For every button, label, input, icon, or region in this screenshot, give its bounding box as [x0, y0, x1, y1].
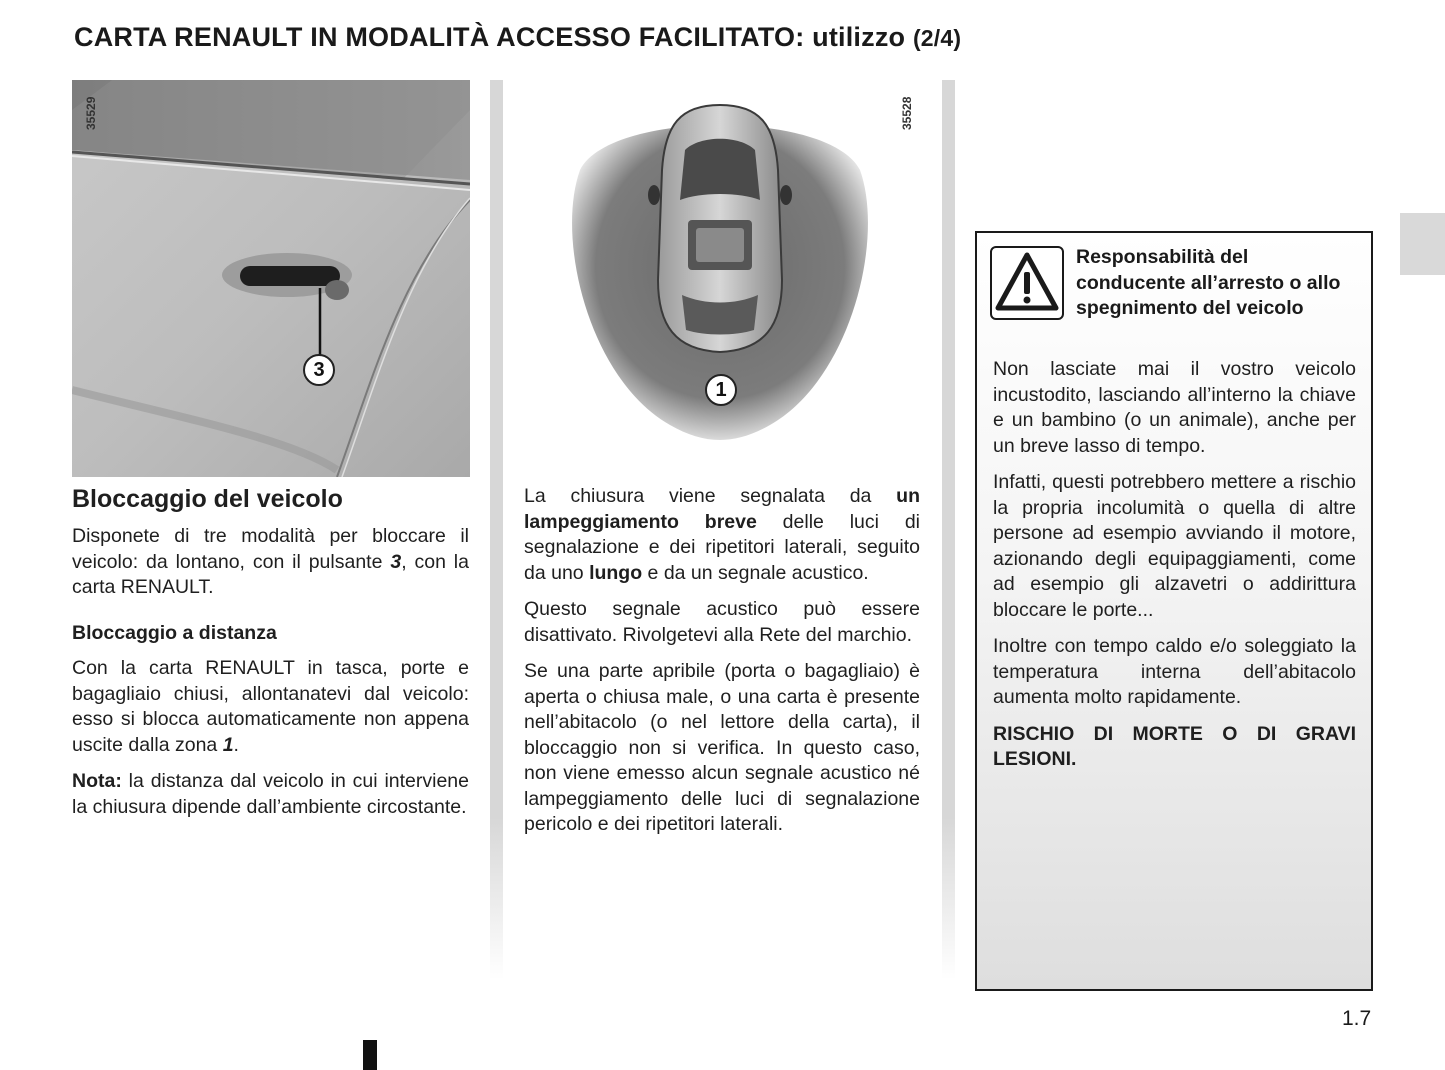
- figure-id-zone: 35528: [900, 96, 914, 130]
- column-separator-left: [490, 80, 503, 980]
- detection-zone-illustration: [520, 80, 920, 477]
- door-handle-illustration: [72, 80, 470, 477]
- remote-text: Con la carta RENAULT in tasca, porte e bagagliaio chiusi, allontanatevi dal veicolo: esso si blocca automaticamente non appena uscite dalla zona: [72, 657, 469, 756]
- column-2-text: [524, 484, 920, 849]
- note-text: la distanza dal veicolo in cui interviene la chiusura dipende dall’ambiente circostante.: [72, 770, 469, 818]
- signal-text-a: La chiusura viene segnalata da: [524, 485, 897, 507]
- section-heading: Bloccaggio del veicolo: [72, 485, 343, 513]
- column-1-text: [72, 484, 469, 831]
- warning-paragraph-4: RISCHIO DI MORTE O DI GRAVI LESIONI.: [993, 722, 1356, 770]
- detection-zone-figure: [520, 80, 920, 477]
- warning-paragraph-2: Infatti, questi potrebbero mettere a rischio la propria incolumità o quella di altre persone ad esempio avviando il motore, azionando degli equipaggiamenti, come ad esempio gli alzavetri o addirittura bloccare le porte...: [993, 471, 1356, 621]
- warning-paragraph-3: Inoltre con tempo caldo e/o soleggiato la temperatura interna dell’abitacolo aumenta molto rapidamente.: [993, 635, 1356, 708]
- signal-text-c: delle luci di segnalazione e dei ripetitori laterali, seguito da uno: [524, 510, 920, 584]
- callout-3: 3: [303, 354, 335, 386]
- warning-triangle-icon: [990, 246, 1064, 320]
- note-paragraph: [72, 769, 469, 820]
- open-part-paragraph: Se una parte apribile (porta o bagagliaio) è aperta o chiusa male, o una carta è presente nell’abitacolo (o nel lettore della carta), il bloccaggio non si verifica. In questo caso, non viene emesso alcun segnale acustico né lampeggiamento delle luci di segnalazione pericolo e dei ripetitori laterali.: [524, 660, 920, 835]
- warning-box: [975, 231, 1373, 991]
- disable-paragraph: Questo segnale acustico può essere disattivato. Rivolgetevi alla Rete del marchio.: [524, 598, 920, 646]
- subheading-remote: Bloccaggio a distanza: [72, 621, 277, 644]
- remote-ref-1: 1: [222, 733, 234, 756]
- column-separator-right: [942, 80, 955, 980]
- page-title: [74, 22, 1274, 53]
- note-label: Nota:: [72, 770, 122, 792]
- page-title-main: CARTA RENAULT IN MODALITÀ ACCESSO FACILITATO: utilizzo: [74, 22, 906, 52]
- remote-text-end: .: [233, 733, 239, 756]
- signal-text-bold-2: lungo: [589, 561, 643, 584]
- print-marker: [363, 1040, 377, 1070]
- signal-paragraph: [524, 484, 920, 586]
- warning-title: Responsabilità del conducente all’arresto o allo spegnimento del veicolo: [1076, 246, 1341, 319]
- intro-paragraph: [72, 524, 469, 601]
- callout-1: 1: [705, 374, 737, 406]
- intro-text-end: , con la carta RENAULT.: [72, 550, 469, 598]
- door-handle-figure: [72, 80, 470, 477]
- intro-text: Disponete di tre modalità per bloccare il veicolo: da lontano, con il pulsante: [72, 525, 469, 573]
- page-title-part: (2/4): [912, 25, 962, 51]
- page-number: 1.7: [1342, 1007, 1372, 1030]
- signal-text-e: e da un segnale acustico.: [642, 561, 869, 584]
- signal-text-bold-1: un lampeggiamento breve: [524, 485, 920, 533]
- warning-paragraph-1: Non lasciate mai il vostro veicolo incustodito, lasciando all’interno la chiave e un bambino (o un animale), anche per un breve lasso di tempo.: [993, 358, 1356, 457]
- intro-ref-3: 3: [390, 550, 402, 573]
- chapter-tab: [1400, 213, 1445, 275]
- figure-id-door: 35529: [84, 96, 98, 130]
- warning-body: [993, 357, 1356, 784]
- remote-paragraph: [72, 656, 469, 758]
